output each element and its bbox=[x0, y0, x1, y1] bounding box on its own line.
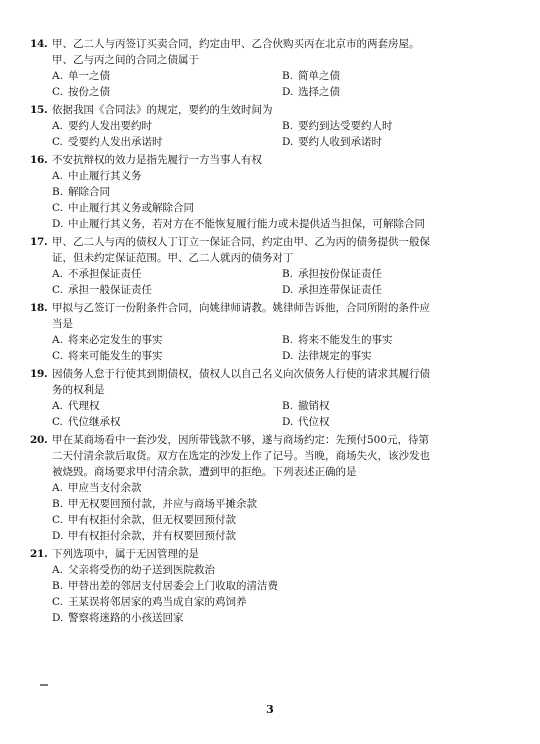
option-a[interactable] bbox=[52, 168, 512, 184]
option-text: 选择之债 bbox=[298, 86, 340, 98]
question-stem bbox=[30, 36, 512, 52]
option-letter: B. bbox=[52, 580, 64, 592]
question-text: 甲、乙二人与丙签订买卖合同，约定由甲、乙合伙购买丙在北京市的两套房屋。 bbox=[52, 38, 420, 50]
option-letter: B. bbox=[282, 400, 294, 412]
option-a[interactable] bbox=[52, 480, 512, 496]
option-text: 撤销权 bbox=[298, 400, 330, 412]
question-text: 因债务人怠于行使其到期债权，债权人以自己名义向次债务人行使的请求其履行债 bbox=[52, 368, 430, 380]
option-c[interactable] bbox=[52, 134, 282, 150]
question-14 bbox=[30, 36, 512, 100]
question-text: 甲、乙二人与丙的债权人丁订立一保证合同，约定由甲、乙为丙的债务提供一般保 bbox=[52, 236, 430, 248]
option-letter: D. bbox=[52, 218, 64, 230]
option-text: 甲替出差的邻居支付居委会上门收取的清洁费 bbox=[68, 580, 278, 592]
option-text: 承担按份保证责任 bbox=[298, 268, 382, 280]
option-c[interactable] bbox=[52, 594, 512, 610]
option-b[interactable] bbox=[52, 578, 512, 594]
question-number: 17. bbox=[30, 236, 48, 248]
option-letter: C. bbox=[52, 284, 63, 296]
question-text: 下列选项中，属于无因管理的是 bbox=[52, 548, 199, 560]
option-letter: B. bbox=[282, 70, 294, 82]
option-text: 甲应当支付余款 bbox=[68, 482, 142, 494]
option-letter: C. bbox=[52, 86, 63, 98]
option-text: 要约到达受要约人时 bbox=[298, 120, 393, 132]
option-d[interactable] bbox=[52, 216, 512, 232]
options bbox=[30, 332, 512, 364]
option-letter: B. bbox=[282, 334, 294, 346]
option-b[interactable] bbox=[52, 496, 512, 512]
option-b[interactable] bbox=[282, 118, 512, 134]
option-b[interactable] bbox=[282, 68, 512, 84]
option-letter: D. bbox=[282, 136, 294, 148]
option-letter: D. bbox=[282, 284, 294, 296]
question-stem bbox=[30, 432, 512, 448]
option-a[interactable] bbox=[52, 68, 282, 84]
question-number: 15. bbox=[30, 104, 48, 116]
option-b[interactable] bbox=[52, 184, 512, 200]
option-a[interactable] bbox=[52, 562, 512, 578]
option-letter: C. bbox=[52, 202, 63, 214]
question-15 bbox=[30, 102, 512, 150]
option-letter: A. bbox=[52, 334, 63, 346]
option-d[interactable] bbox=[282, 134, 512, 150]
option-a[interactable] bbox=[52, 332, 282, 348]
question-list bbox=[30, 36, 512, 628]
option-text: 将来必定发生的事实 bbox=[68, 334, 163, 346]
option-letter: C. bbox=[52, 596, 63, 608]
option-text: 代理权 bbox=[68, 400, 100, 412]
options bbox=[30, 168, 512, 232]
option-text: 法律规定的事实 bbox=[298, 350, 372, 362]
question-19 bbox=[30, 366, 512, 430]
question-text-cont: 当是 bbox=[52, 318, 73, 330]
option-letter: C. bbox=[52, 514, 63, 526]
question-number: 14. bbox=[30, 38, 48, 50]
question-stem bbox=[30, 102, 512, 118]
question-text: 依据我国《合同法》的规定，要约的生效时间为 bbox=[52, 104, 273, 116]
option-text: 简单之债 bbox=[298, 70, 340, 82]
option-b[interactable] bbox=[282, 332, 512, 348]
option-text: 甲有权拒付余款，但无权要回预付款 bbox=[68, 514, 236, 526]
question-text-cont: 被烧毁。商场要求甲付清余款，遭到甲的拒绝。下列表述正确的是 bbox=[52, 466, 357, 478]
option-text: 中止履行其义务或解除合同 bbox=[68, 202, 194, 214]
option-text: 甲有权拒付余款，并有权要回预付款 bbox=[68, 530, 236, 542]
options bbox=[30, 398, 512, 430]
option-letter: B. bbox=[282, 268, 294, 280]
question-21 bbox=[30, 546, 512, 626]
options bbox=[30, 562, 512, 626]
option-letter: D. bbox=[282, 350, 294, 362]
question-text-cont: 二天付清余款后取货。双方在选定的沙发上作了记号。当晚，商场失火，该沙发也 bbox=[52, 450, 430, 462]
question-number: 21. bbox=[30, 548, 48, 560]
options bbox=[30, 266, 512, 298]
question-text-cont: 证，但未约定保证范围。甲、乙二人就丙的债务对丁 bbox=[52, 252, 294, 264]
question-stem bbox=[30, 366, 512, 382]
option-c[interactable] bbox=[52, 512, 512, 528]
option-text: 要约人收到承诺时 bbox=[298, 136, 382, 148]
option-letter: A. bbox=[52, 268, 63, 280]
question-stem bbox=[30, 546, 512, 562]
option-text: 父亲将受伤的幼子送到医院救治 bbox=[68, 564, 215, 576]
option-text: 代位继承权 bbox=[68, 416, 121, 428]
option-d[interactable] bbox=[282, 414, 512, 430]
question-stem bbox=[30, 300, 512, 316]
option-c[interactable] bbox=[52, 200, 512, 216]
option-a[interactable] bbox=[52, 118, 282, 134]
option-text: 代位权 bbox=[298, 416, 330, 428]
option-d[interactable] bbox=[52, 610, 512, 626]
question-text: 甲拟与乙签订一份附条件合同，向姚律师请教。姚律师告诉他，合同所附的条件应 bbox=[52, 302, 430, 314]
option-text: 警察将迷路的小孩送回家 bbox=[68, 612, 184, 624]
options bbox=[30, 68, 512, 100]
option-letter: A. bbox=[52, 170, 63, 182]
option-letter: C. bbox=[52, 136, 63, 148]
option-text: 中止履行其义务，若对方在不能恢复履行能力或未提供适当担保，可解除合同 bbox=[68, 218, 425, 230]
question-text-cont: 甲、乙与丙之间的合同之债属于 bbox=[52, 54, 199, 66]
option-a[interactable] bbox=[52, 398, 282, 414]
option-letter: A. bbox=[52, 120, 63, 132]
option-a[interactable] bbox=[52, 266, 282, 282]
question-18 bbox=[30, 300, 512, 364]
question-17 bbox=[30, 234, 512, 298]
option-c[interactable] bbox=[52, 414, 282, 430]
option-letter: D. bbox=[282, 86, 294, 98]
option-d[interactable] bbox=[282, 84, 512, 100]
option-text: 要约人发出要约时 bbox=[68, 120, 152, 132]
option-text: 王某误将邻居家的鸡当成自家的鸡饲养 bbox=[68, 596, 247, 608]
question-16 bbox=[30, 152, 512, 232]
question-text: 不安抗辩权的效力是指先履行一方当事人有权 bbox=[52, 154, 262, 166]
option-letter: A. bbox=[52, 482, 63, 494]
option-d[interactable] bbox=[282, 348, 512, 364]
option-text: 按份之债 bbox=[68, 86, 110, 98]
option-text: 中止履行其义务 bbox=[68, 170, 142, 182]
option-letter: C. bbox=[52, 350, 63, 362]
option-d[interactable] bbox=[282, 282, 512, 298]
option-text: 单一之债 bbox=[68, 70, 110, 82]
options bbox=[30, 480, 512, 544]
option-letter: D. bbox=[52, 530, 64, 542]
option-text: 承担连带保证责任 bbox=[298, 284, 382, 296]
option-letter: C. bbox=[52, 416, 63, 428]
option-letter: A. bbox=[52, 70, 63, 82]
question-number: 16. bbox=[30, 154, 48, 166]
option-b[interactable] bbox=[282, 398, 512, 414]
option-text: 不承担保证责任 bbox=[68, 268, 142, 280]
option-c[interactable] bbox=[52, 84, 282, 100]
options bbox=[30, 118, 512, 150]
question-stem bbox=[30, 234, 512, 250]
option-b[interactable] bbox=[282, 266, 512, 282]
question-text-cont: 务的权利是 bbox=[52, 384, 105, 396]
option-text: 甲无权要回预付款，并应与商场平摊余款 bbox=[68, 498, 257, 510]
option-c[interactable] bbox=[52, 348, 282, 364]
question-number: 20. bbox=[30, 434, 48, 446]
option-text: 将来可能发生的事实 bbox=[68, 350, 163, 362]
option-letter: A. bbox=[52, 400, 63, 412]
option-text: 受要约人发出承诺时 bbox=[68, 136, 163, 148]
option-letter: A. bbox=[52, 564, 63, 576]
option-letter: D. bbox=[52, 612, 64, 624]
option-text: 将来不能发生的事实 bbox=[298, 334, 393, 346]
question-stem bbox=[30, 152, 512, 168]
option-letter: B. bbox=[52, 498, 64, 510]
question-20 bbox=[30, 432, 512, 544]
question-text: 甲在某商场看中一套沙发，因所带钱款不够，遂与商场约定：先预付500元，待第 bbox=[52, 434, 430, 446]
option-letter: D. bbox=[282, 416, 294, 428]
question-number: 18. bbox=[30, 302, 48, 314]
option-letter: B. bbox=[282, 120, 294, 132]
page-number: 3 bbox=[266, 703, 274, 716]
question-number: 19. bbox=[30, 368, 48, 380]
option-d[interactable] bbox=[52, 528, 512, 544]
option-c[interactable] bbox=[52, 282, 282, 298]
option-letter: B. bbox=[52, 186, 64, 198]
scan-mark bbox=[40, 684, 48, 686]
option-text: 承担一般保证责任 bbox=[68, 284, 152, 296]
option-text: 解除合同 bbox=[68, 186, 110, 198]
